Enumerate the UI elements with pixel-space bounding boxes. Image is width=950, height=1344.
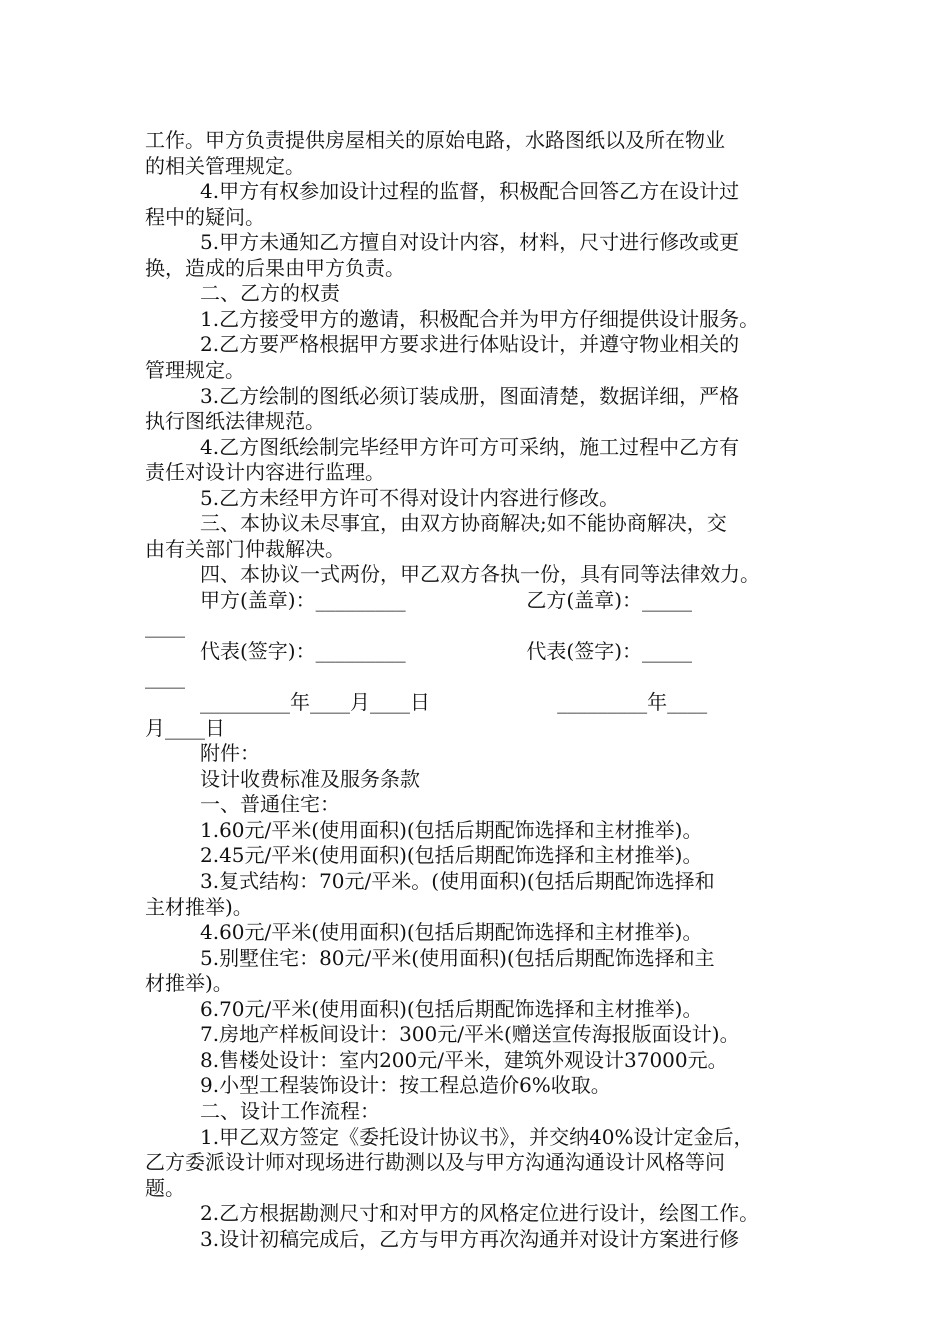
text-line: ____: [145, 613, 185, 638]
text-line: 6.70元/平米(使用面积)(包括后期配饰选择和主材推举)。: [200, 996, 703, 1021]
text-line: 换，造成的后果由甲方负责。: [145, 255, 405, 280]
text-line: 4.60元/平米(使用面积)(包括后期配饰选择和主材推举)。: [200, 920, 703, 945]
text-line: 3.设计初稿完成后，乙方与甲方再次沟通并对设计方案进行修: [200, 1226, 740, 1251]
text-line: 5.别墅住宅：80元/平米(使用面积)(包括后期配饰选择和主: [200, 945, 715, 970]
text-line: 甲方(盖章)：_________ 乙方(盖章)：_____: [200, 587, 693, 612]
text-line: 7.房地产样板间设计：300元/平米(赠送宣传海报版面设计)。: [200, 1022, 740, 1047]
text-line: 2.乙方要严格根据甲方要求进行体贴设计，并遵守物业相关的: [200, 332, 740, 357]
text-line: 设计收费标准及服务条款: [200, 766, 420, 791]
text-line: 题。: [145, 1175, 185, 1200]
text-line: 三、本协议未尽事宜，由双方协商解决;如不能协商解决，交: [200, 511, 727, 536]
text-line: 2.45元/平米(使用面积)(包括后期配饰选择和主材推举)。: [200, 843, 703, 868]
text-line: 附件：: [200, 741, 260, 766]
text-line: 主材推举)。: [145, 894, 253, 919]
text-line: 工作。甲方负责提供房屋相关的原始电路，水路图纸以及所在物业: [145, 128, 725, 152]
text-line: ____: [145, 664, 185, 689]
text-line: 由有关部门仲裁解决。: [145, 536, 345, 561]
text-line: _________年____月____日 _________年____: [200, 690, 708, 715]
text-line: 程中的疑问。: [145, 204, 265, 229]
text-line: 乙方委派设计师对现场进行勘测以及与甲方沟通沟通设计风格等问: [145, 1150, 725, 1174]
text-line: 二、设计工作流程：: [200, 1098, 380, 1123]
text-line: 4.乙方图纸绘制完毕经甲方许可方可采纳，施工过程中乙方有: [200, 434, 740, 459]
text-line: 管理规定。: [145, 358, 245, 382]
text-line: 材推举)。: [145, 971, 233, 996]
text-line: 1.乙方接受甲方的邀请，积极配合并为甲方仔细提供设计服务。: [200, 306, 760, 331]
text-line: 执行图纸法律规范。: [145, 409, 325, 434]
text-line: 的相关管理规定。: [145, 153, 305, 178]
text-line: 二、乙方的权责: [200, 281, 340, 306]
text-line: 3.复式结构：70元/平米。(使用面积)(包括后期配饰选择和: [200, 869, 715, 893]
text-line: 代表(签字)：_________ 代表(签字)：_____: [200, 639, 693, 663]
text-line: 四、本协议一式两份，甲乙双方各执一份，具有同等法律效力。: [200, 562, 760, 587]
text-line: 责任对设计内容进行监理。: [145, 460, 385, 485]
text-line: 1.60元/平米(使用面积)(包括后期配饰选择和主材推举)。: [200, 817, 703, 842]
text-line: 9.小型工程装饰设计：按工程总造价6%收取。: [200, 1073, 611, 1098]
text-line: 1.甲乙双方签定《委托设计协议书》，并交纳40%设计定金后，: [200, 1124, 754, 1149]
text-line: 3.乙方绘制的图纸必须订装成册，图面清楚，数据详细，严格: [200, 383, 740, 408]
text-line: 4.甲方有权参加设计过程的监督，积极配合回答乙方在设计过: [200, 179, 740, 204]
text-line: 2.乙方根据勘测尺寸和对甲方的风格定位进行设计，绘图工作。: [200, 1201, 760, 1226]
text-line: 8.售楼处设计：室内200元/平米，建筑外观设计37000元。: [200, 1047, 728, 1072]
text-line: 一、普通住宅：: [200, 792, 340, 817]
text-line: 5.乙方未经甲方许可不得对设计内容进行修改。: [200, 485, 620, 510]
text-line: 月____日: [145, 715, 225, 740]
text-line: 5.甲方未通知乙方擅自对设计内容，材料，尺寸进行修改或更: [200, 230, 740, 255]
